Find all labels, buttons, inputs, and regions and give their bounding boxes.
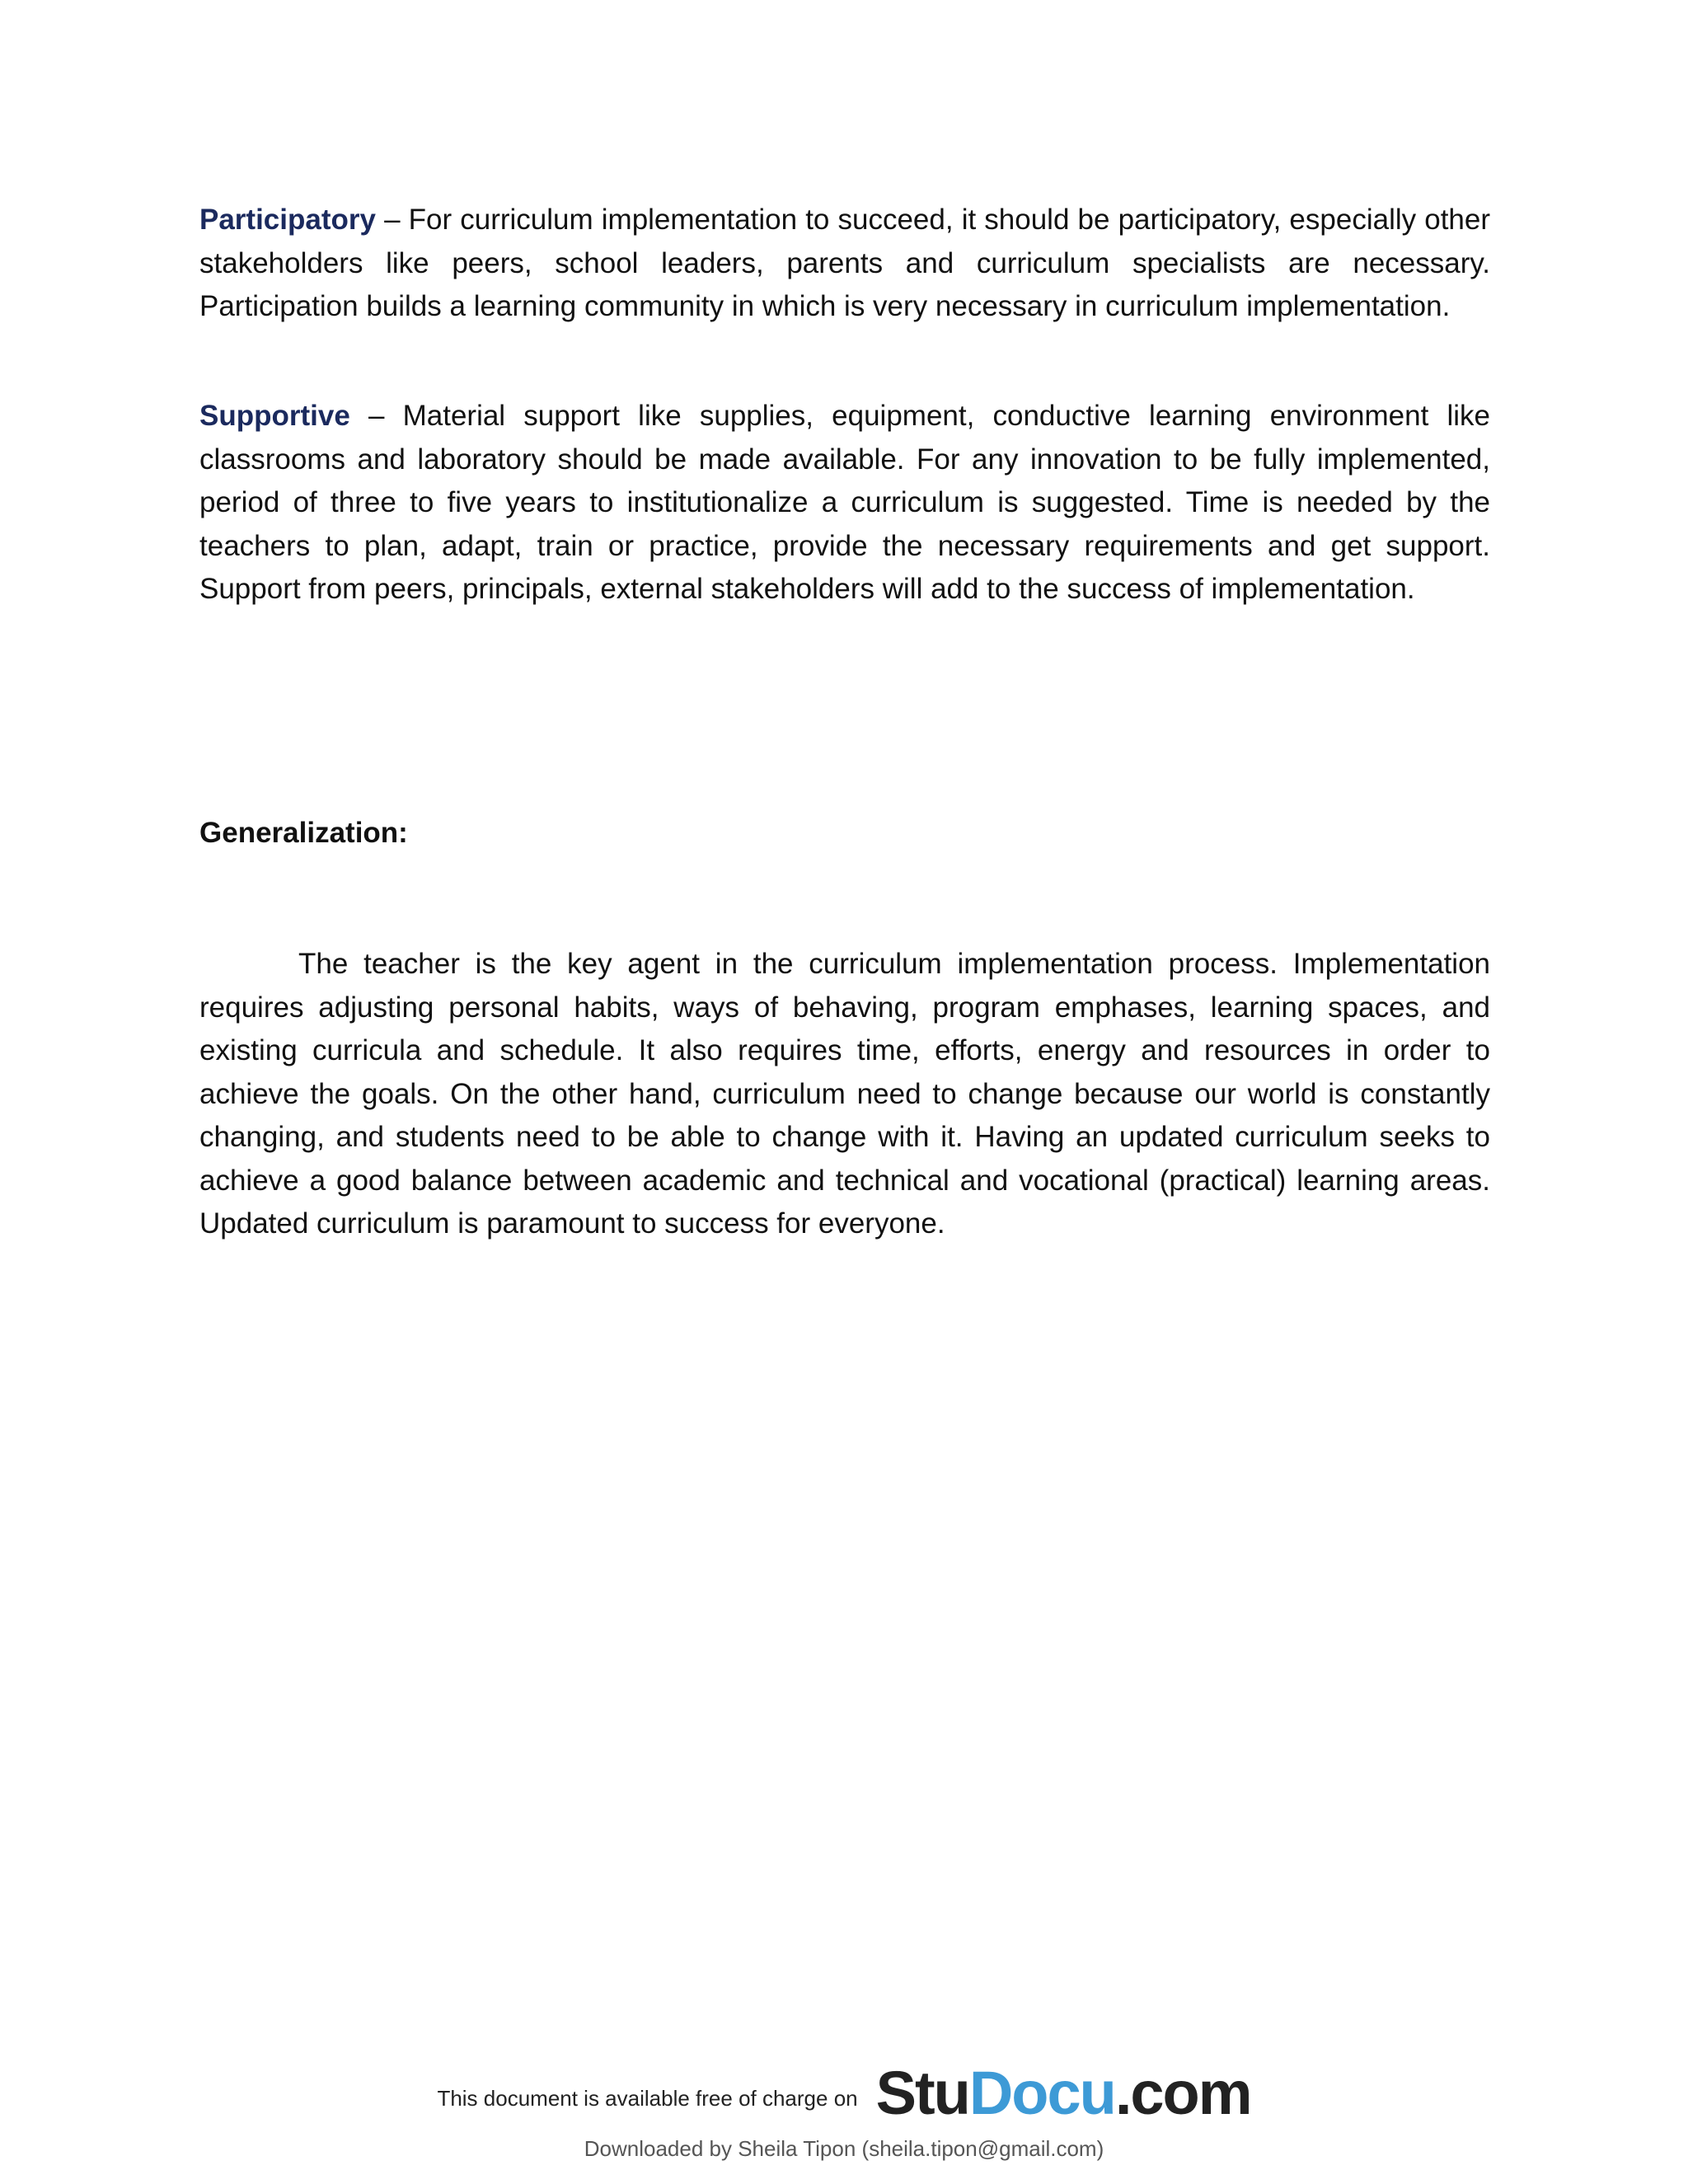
- generalization-heading: Generalization:: [199, 817, 408, 849]
- supportive-text: – Material support like supplies, equipment, conductive learning environment like classrooms and laboratory should be made available. For any innovation to be fully implemented, period of three to five years to institutionalize a curriculum is suggested. Time is needed by the teachers to plan, adapt, train or practice, provide the necessary requirements and get support. Support from peers, principals, external stakeholders will add to the success of implementation.: [199, 400, 1490, 605]
- studocu-logo[interactable]: [876, 2060, 1251, 2126]
- participatory-text: – For curriculum implementation to succeed, it should be participatory, especially other stakeholders like peers, school leaders, parents and curriculum specialists are necessary. Participation builds a learning community in which is very necessary in curriculum implementation.: [199, 204, 1490, 322]
- logo-part-stu: Stu: [875, 2059, 969, 2127]
- download-notice: Downloaded by Sheila Tipon (sheila.tipon@gmail.com): [584, 2136, 1104, 2161]
- studocu-footer: [0, 2060, 1688, 2126]
- logo-part-docu: Docu: [968, 2059, 1115, 2127]
- generalization-paragraph: The teacher is the key agent in the curriculum implementation process. Implementation requires adjusting personal habits, ways of behaving, program emphases, learning spaces, and existing curricula and schedule. It also requires time, efforts, energy and resources in order to achieve the goals. On the other hand, curriculum need to change because our world is constantly changing, and students need to be able to change with it. Having an updated curriculum seeks to achieve a good balance between academic and technical and vocational (practical) learning areas. Updated curriculum is paramount to success for everyone.: [199, 948, 1490, 1240]
- logo-part-com: .com: [1114, 2059, 1251, 2127]
- participatory-term: Participatory: [199, 204, 376, 236]
- supportive-term: Supportive: [199, 400, 350, 432]
- availability-text: This document is available free of charge on: [437, 2085, 858, 2111]
- supportive-paragraph: [199, 395, 1490, 612]
- participatory-paragraph: [199, 199, 1490, 329]
